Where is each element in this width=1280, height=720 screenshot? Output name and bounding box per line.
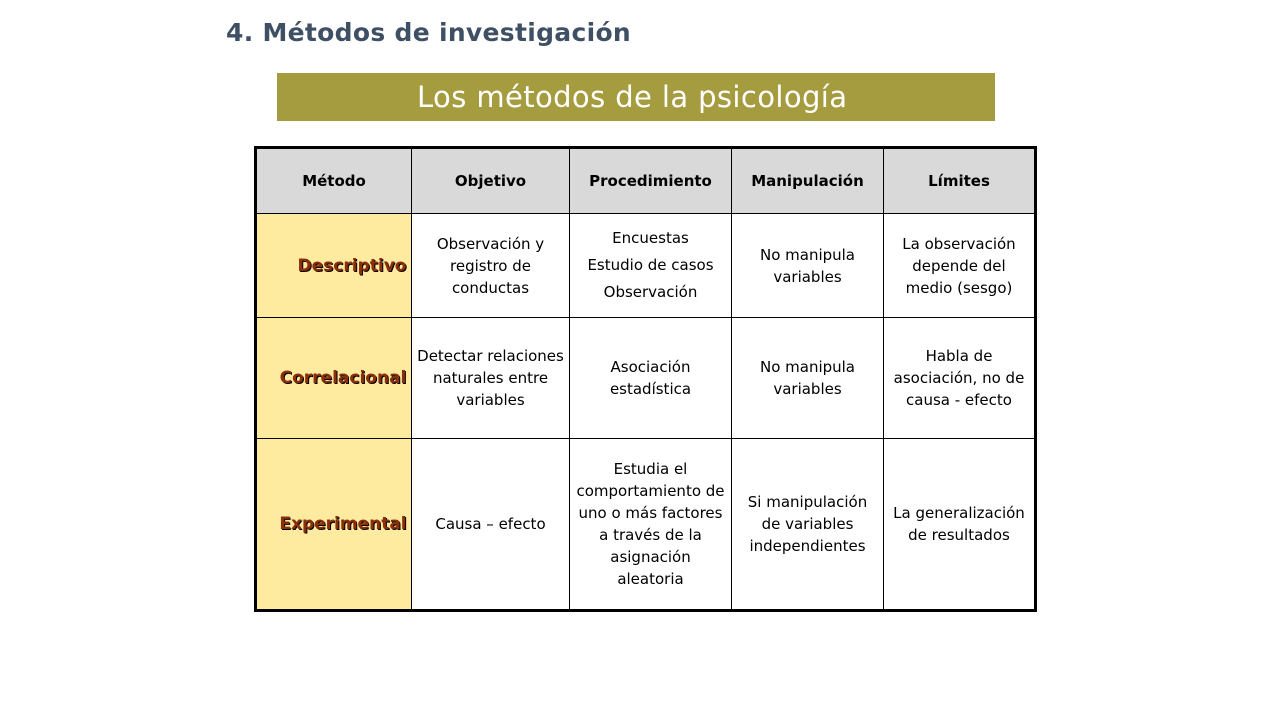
banner-title: Los métodos de la psicología xyxy=(417,80,848,114)
method-name: Descriptivo xyxy=(297,255,407,276)
title-banner xyxy=(277,73,995,121)
header-objetivo: Objetivo xyxy=(412,148,570,214)
procedure-cell: Asociación estadística xyxy=(570,318,732,439)
manipulation-cell: No manipula variables xyxy=(732,214,884,318)
section-heading: 4. Métodos de investigación xyxy=(226,18,632,47)
header-manipulacion: Manipulación xyxy=(732,148,884,214)
table-row xyxy=(256,439,1036,611)
method-name: Experimental xyxy=(279,514,407,534)
header-limites: Límites xyxy=(884,148,1036,214)
procedure-item: Estudio de casos xyxy=(587,256,714,274)
method-cell xyxy=(256,318,412,439)
procedure-cell: Estudia el comportamiento de uno o más factores a través de la asignación aleatoria xyxy=(570,439,732,611)
method-cell xyxy=(256,214,412,318)
objective-cell: Detectar relaciones naturales entre variables xyxy=(412,318,570,439)
procedure-item: Observación xyxy=(603,283,698,301)
method-name: Correlacional xyxy=(279,368,407,388)
method-cell xyxy=(256,439,412,611)
procedure-item: Encuestas xyxy=(612,229,689,247)
limits-cell: La generalización de resultados xyxy=(884,439,1036,611)
manipulation-cell: Si manipulación de variables independientes xyxy=(732,439,884,611)
table-header-row xyxy=(256,148,1036,214)
procedure-cell xyxy=(570,214,732,318)
objective-cell: Observación y registro de conductas xyxy=(412,214,570,318)
objective-cell: Causa – efecto xyxy=(412,439,570,611)
header-procedimiento: Procedimiento xyxy=(570,148,732,214)
manipulation-cell: No manipula variables xyxy=(732,318,884,439)
methods-table xyxy=(254,146,1037,612)
table-row xyxy=(256,318,1036,439)
table-row xyxy=(256,214,1036,318)
limits-cell: Habla de asociación, no de causa - efecto xyxy=(884,318,1036,439)
header-metodo: Método xyxy=(256,148,412,214)
limits-cell: La observación depende del medio (sesgo) xyxy=(884,214,1036,318)
